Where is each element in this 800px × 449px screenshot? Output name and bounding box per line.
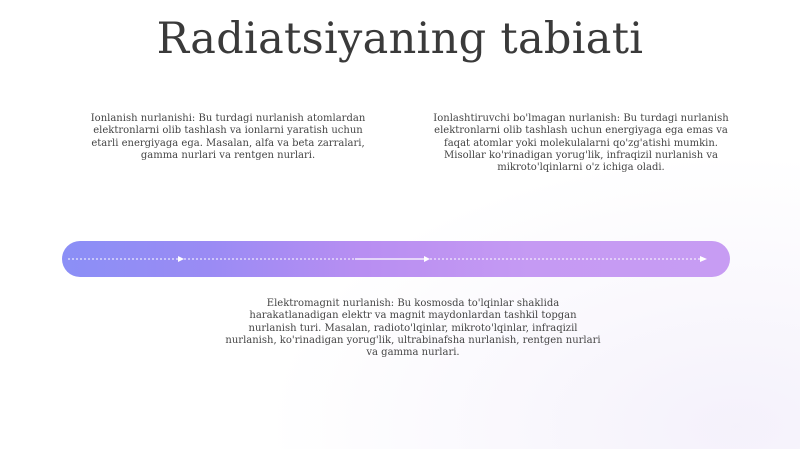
- non-ionizing-radiation-text: Ionlashtiruvchi bo'lmagan nurlanish: Bu turdagi nurlanish elektronlarni olib tashlash uchun energiyaga ega emas va faqat atomlar yoki molekulalarni qo'zg'atishi mumkin. Misollar ko'rinadigan yorug'lik, infraqizil nurlanish va mikroto'lqinlarni o'z ichiga oladi.: [433, 113, 729, 174]
- slide-title: Radiatsiyaning tabiati: [156, 14, 644, 64]
- electromagnetic-radiation-text: Elektromagnit nurlanish: Bu kosmosda to'lqinlar shaklida harakatlanadigan elektr va magnit maydonlardan tashkil topgan nurlanish turi. Masalan, radioto'lqinlar, mikroto'lqinlar, infraqizil nurlanish, ko'rinadigan yorug'lik, ultrabinafsha nurlanish, rentgen nurlari va gamma nurlari.: [225, 298, 601, 359]
- ionizing-radiation-text: Ionlanish nurlanishi: Bu turdagi nurlanish atomlardan elektronlarni olib tashlash va ionlarni yaratish uchun etarli energiyaga ega. Masalan, alfa va beta zarralari, gamma nurlari va rentgen nurlari.: [90, 113, 366, 161]
- arrow-right-icon: [178, 256, 184, 262]
- arrow-right-icon: [700, 256, 707, 262]
- timeline-bar: [62, 241, 730, 277]
- arrow-right-icon: [424, 256, 430, 262]
- timeline-arrows: [62, 241, 730, 277]
